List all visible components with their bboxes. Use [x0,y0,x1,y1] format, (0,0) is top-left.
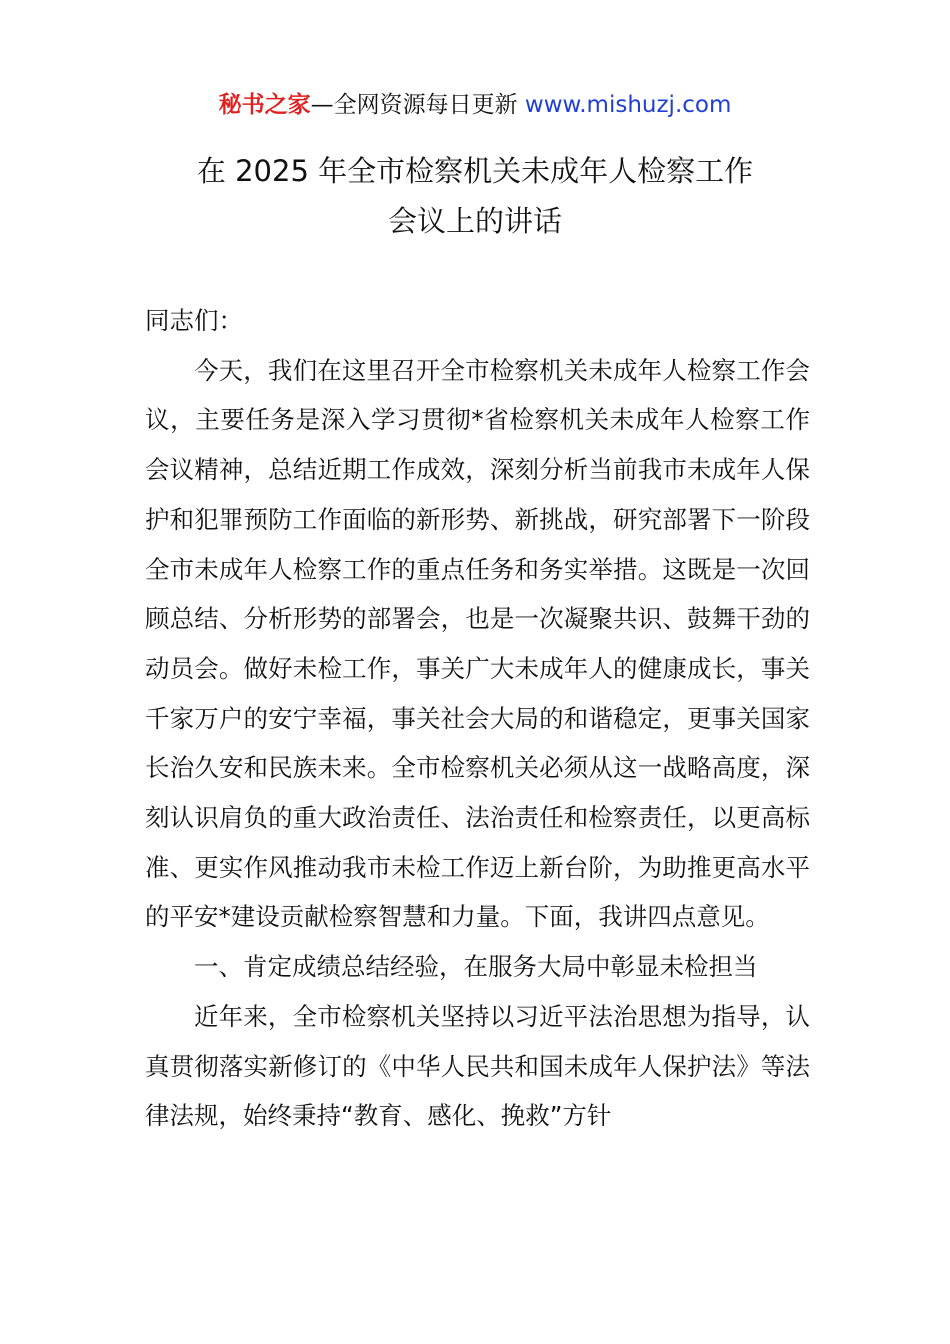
brand-name: 秘书之家 [218,92,311,118]
section-heading-1: 一、肯定成绩总结经验，在服务大局中彰显未检担当 [194,952,758,982]
site-header [0,88,950,122]
salutation: 同志们： [145,306,243,335]
document-body [145,296,810,1141]
title-line-1: 在 2025 年全市检察机关未成年人检察工作 [196,154,754,188]
header-tagline: —全网资源每日更新 [310,92,525,118]
site-url-link[interactable]: www.mishuzj.com [524,92,732,118]
title-line-2: 会议上的讲话 [387,204,562,238]
paragraph-section-1: 近年来，全市检察机关坚持以习近平法治思想为指导，认真贯彻落实新修订的《中华人民共和国未成年人保护法》等法律法规，始终秉持“教育、感化、挽救”方针 [145,1001,810,1131]
paragraph-opening: 今天，我们在这里召开全市检察机关未成年人检察工作会议，主要任务是深入学习贯彻*省检察机关未成年人检察工作会议精神，总结近期工作成效，深刻分析当前我市未成年人保护和犯罪预防工作面临的新形势、新挑战，研究部署下一阶段全市未成年人检察工作的重点任务和务实举措。这既是一次回顾总结、分析形势的部署会，也是一次凝聚共识、鼓舞干劲的动员会。做好未检工作，事关广大未成年人的健康成长，事关千家万户的安宁幸福，事关社会大局的和谐稳定，更事关国家长治久安和民族未来。全市检察机关必须从这一战略高度，深刻认识肩负的重大政治责任、法治责任和检察责任，以更高标准、更实作风推动我市未检工作迈上新台阶，为助推更高水平的平安*建设贡献检察智慧和力量。下面，我讲四点意见。 [145,355,810,932]
document-title [0,146,950,246]
